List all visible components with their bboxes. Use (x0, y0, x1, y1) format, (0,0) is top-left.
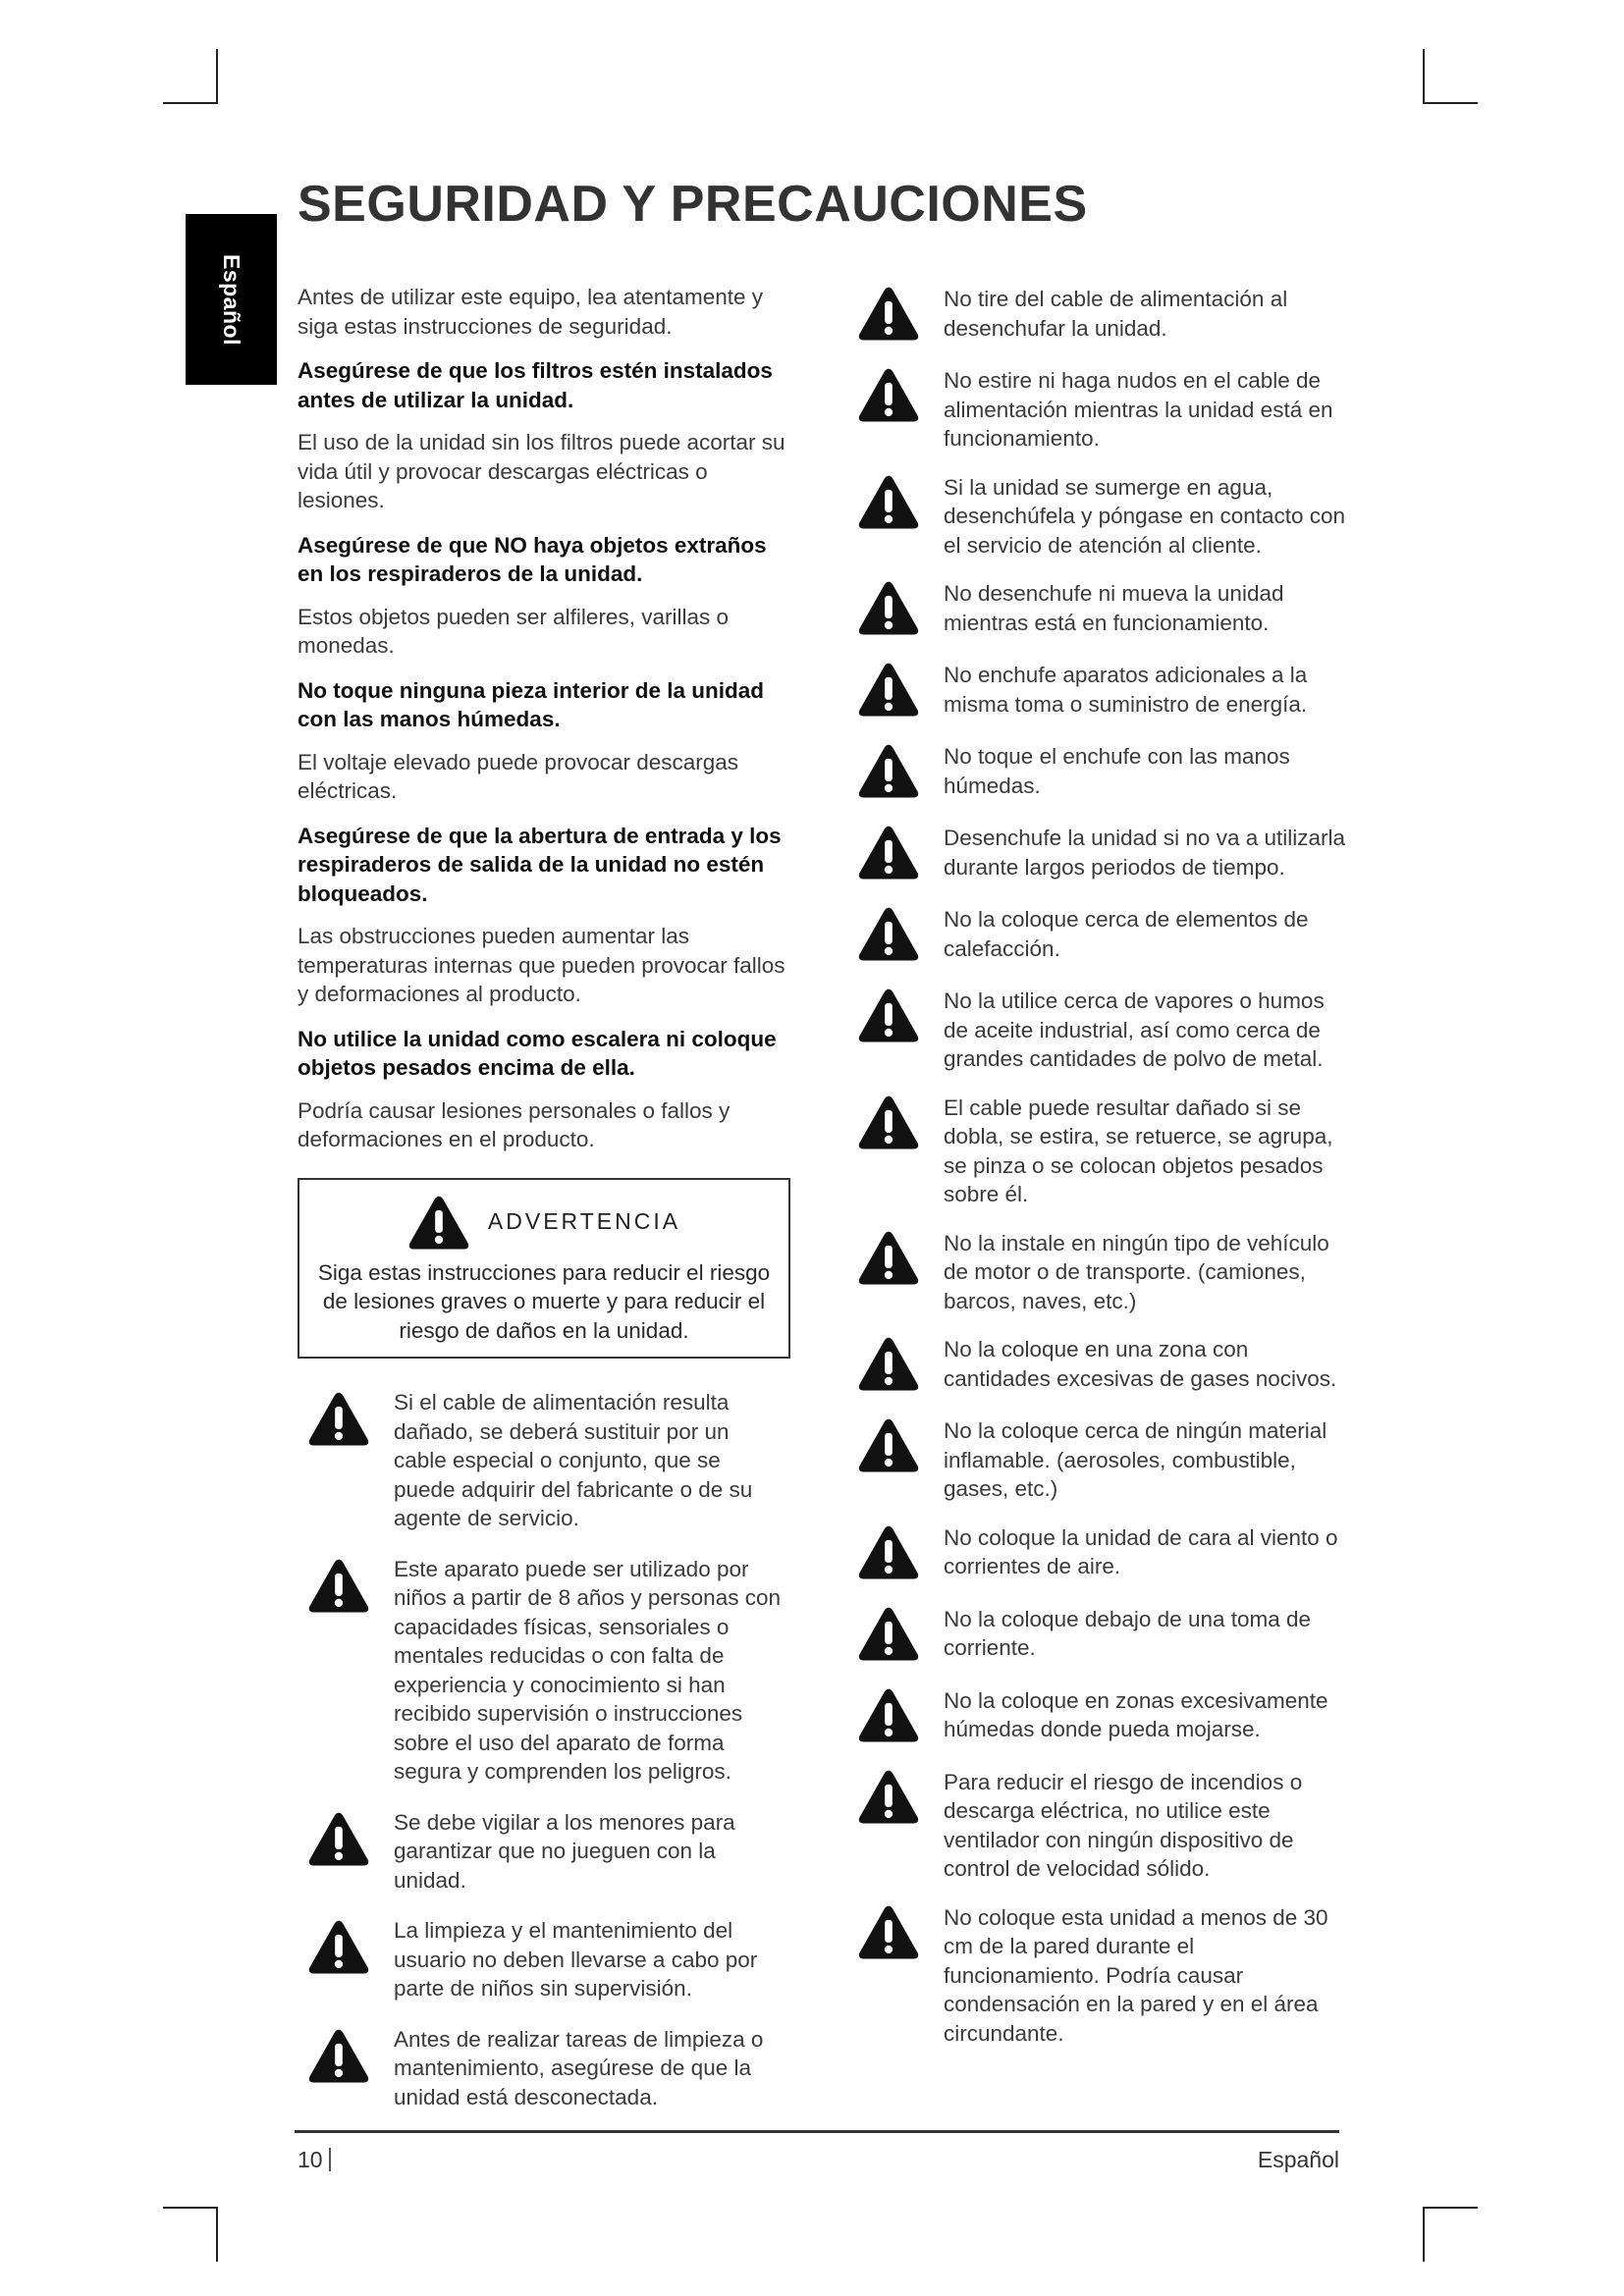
crop-mark-top-right-v (1423, 49, 1425, 104)
crop-mark-bottom-left-v (216, 2207, 218, 2262)
warning-triangle-icon (857, 905, 920, 967)
warning-item (307, 2025, 788, 2112)
safety-paragraph: El voltaje elevado puede provocar descargas eléctricas. (298, 749, 739, 803)
warning-item (857, 742, 1353, 804)
warning-item-text: No toque el enchufe con las manos húmedas. (944, 744, 1290, 798)
warning-item-text: No la instale en ningún tipo de vehículo de motor o de transporte. (camiones, barcos, naves, etc.) (944, 1230, 1329, 1313)
warning-item-text: No la coloque debajo de una toma de corriente. (944, 1606, 1312, 1660)
warning-item (857, 661, 1353, 722)
safety-paragraph: Podría causar lesiones personales o fallos y deformaciones en el producto. (298, 1097, 731, 1151)
safety-heading: No utilice la unidad como escalera ni coloque objetos pesados encima de ella. (298, 1026, 777, 1080)
warning-item-text: Este aparato puede ser utilizado por niños a partir de 8 años y personas con capacidades físicas, sensoriales o mentales reducidas o con falta de experiencia y conocimiento si han recibido supervisión o instrucciones sobre el uso del aparato de forma segura y comprenden los peligros. (394, 1556, 781, 1784)
warning-item-text: No enchufe aparatos adicionales a la misma toma o suministro de energía. (944, 663, 1308, 717)
left-column (298, 283, 788, 2133)
warning-item-text: La limpieza y el mantenimiento del usuario no deben llevarse a cabo por parte de niños sin supervisión. (394, 1918, 758, 2001)
warning-header (311, 1194, 777, 1251)
warning-item (307, 1555, 788, 1787)
warning-item (857, 1768, 1353, 1884)
crop-mark-bottom-left-h (163, 2207, 218, 2209)
crop-mark-top-right-h (1423, 102, 1478, 104)
warning-item (857, 1903, 1353, 2049)
safety-paragraph: Antes de utilizar este equipo, lea atentamente y siga estas instrucciones de seguridad. (298, 285, 764, 339)
intro-paragraphs (298, 283, 788, 1154)
warning-triangle-icon (857, 1229, 920, 1291)
warning-triangle-icon (857, 285, 920, 347)
warning-item-text: No estire ni haga nudos en el cable de alimentación mientras la unidad está en funcionamiento. (944, 368, 1333, 451)
warning-item-text: El cable puede resultar dañado si se dobla, se estira, se retuerce, se agrupa, se pinza o se colocan objetos pesados sobre él. (944, 1095, 1333, 1206)
warning-triangle-icon (307, 1810, 370, 1872)
warning-item (857, 1523, 1353, 1585)
warning-item (857, 1605, 1353, 1667)
warning-item-text: Para reducir el riesgo de incendios o descarga eléctrica, no utilice este ventilador con ningún dispositivo de control de velocidad sólido. (944, 1769, 1303, 1881)
warning-item (857, 1229, 1353, 1316)
crop-mark-top-left-h (163, 102, 218, 104)
warning-item-text: No la coloque cerca de elementos de calefacción. (944, 907, 1309, 961)
warning-item (857, 366, 1353, 454)
warning-item-text: No la utilice cerca de vapores o humos de aceite industrial, así como cerca de grandes cantidades de polvo de metal. (944, 988, 1325, 1071)
warning-item-text: Antes de realizar tareas de limpieza o mantenimiento, asegúrese de que la unidad está desconectada. (394, 2026, 764, 2109)
warning-triangle-icon (857, 579, 920, 641)
warning-item (857, 824, 1353, 885)
warning-triangle-icon (307, 1918, 370, 1980)
page-number-divider (329, 2148, 331, 2171)
warning-item (857, 579, 1353, 641)
warning-triangle-icon (307, 1557, 370, 1619)
warning-triangle-icon (857, 1605, 920, 1667)
page-number-value: 10 (298, 2147, 323, 2172)
page-number (298, 2147, 331, 2173)
warning-item-text: Si el cable de alimentación resulta dañado, se deberá sustituir por un cable especial o conjunto, que se puede adquirir del fabricante o de su agente de servicio. (394, 1390, 753, 1530)
crop-mark-bottom-right-v (1423, 2207, 1425, 2262)
warning-item-text: No coloque la unidad de cara al viento o corrientes de aire. (944, 1524, 1338, 1578)
page-title: SEGURIDAD Y PRECAUCIONES (298, 176, 1088, 233)
safety-paragraph: El uso de la unidad sin los filtros puede acortar su vida útil y provocar descargas eléctricas o lesiones. (298, 430, 785, 512)
warning-triangle-icon (857, 1523, 920, 1585)
warning-item-text: No tire del cable de alimentación al desenchufar la unidad. (944, 287, 1288, 341)
warning-triangle-icon (857, 1903, 920, 1965)
warning-item-text: Se debe vigilar a los menores para garantizar que no jueguen con la unidad. (394, 1809, 735, 1893)
warning-item (307, 1916, 788, 2003)
warning-item (857, 1416, 1353, 1504)
warning-item-text: No la coloque cerca de ningún material inflamable. (aerosoles, combustible, gases, etc.) (944, 1418, 1327, 1501)
warning-item (857, 987, 1353, 1074)
warning-triangle-icon (857, 742, 920, 804)
warning-item (307, 1808, 788, 1896)
warning-triangle-icon (407, 1194, 470, 1251)
warning-item (857, 1686, 1353, 1748)
crop-mark-top-left-v (216, 49, 218, 104)
warning-triangle-icon (857, 473, 920, 535)
warning-item-text: Si la unidad se sumerge en agua, desenchúfela y póngase en contacto con el servicio de atención al cliente. (944, 474, 1346, 558)
warning-triangle-icon (857, 661, 920, 722)
warning-triangle-icon (857, 824, 920, 885)
left-warning-list (298, 1388, 788, 2111)
warning-triangle-icon (857, 1768, 920, 1830)
safety-paragraph: Estos objetos pueden ser alfileres, varillas o monedas. (298, 604, 729, 658)
warning-item (857, 1094, 1353, 1209)
warning-item (857, 1335, 1353, 1397)
warning-item (307, 1388, 788, 1533)
safety-heading: Asegúrese de que la abertura de entrada y los respiraderos de salida de la unidad no estén bloqueados. (298, 823, 782, 906)
footer-rule (295, 2130, 1339, 2133)
crop-mark-bottom-right-h (1423, 2207, 1478, 2209)
warning-item (857, 905, 1353, 967)
warning-item-text: No la coloque en zonas excesivamente húmedas donde pueda mojarse. (944, 1687, 1328, 1741)
language-side-tab (186, 214, 277, 385)
safety-heading: Asegúrese de que los filtros estén instalados antes de utilizar la unidad. (298, 358, 773, 412)
safety-paragraph: Las obstrucciones pueden aumentar las temperaturas internas que pueden provocar fallos y deformaciones al producto. (298, 924, 785, 1006)
warning-triangle-icon (307, 1390, 370, 1452)
warning-triangle-icon (857, 1686, 920, 1748)
warning-triangle-icon (307, 2027, 370, 2089)
warning-text: Siga estas instrucciones para reducir el riesgo de lesiones graves o muerte y para reducir el riesgo de daños en la unidad. (317, 1259, 771, 1343)
warning-item-text: No coloque esta unidad a menos de 30 cm de la pared durante el funcionamiento. Podría causar condensación en la pared y en el área circundante. (944, 1904, 1328, 2046)
language-side-tab-label: Español (219, 253, 244, 346)
warning-heading: ADVERTENCIA (487, 1208, 681, 1234)
warning-box (298, 1178, 790, 1360)
safety-heading: No toque ninguna pieza interior de la unidad con las manos húmedas. (298, 677, 765, 731)
safety-heading: Asegúrese de que NO haya objetos extraños en los respiraderos de la unidad. (298, 532, 767, 586)
warning-triangle-icon (857, 1416, 920, 1478)
right-warning-list (857, 285, 1353, 2067)
warning-triangle-icon (857, 366, 920, 428)
warning-item-text: No la coloque en una zona con cantidades excesivas de gases nocivos. (944, 1337, 1337, 1391)
warning-item-text: No desenchufe ni mueva la unidad mientras está en funcionamiento. (944, 581, 1284, 635)
warning-triangle-icon (857, 987, 920, 1048)
warning-item (857, 473, 1353, 561)
footer-language: Español (1257, 2147, 1339, 2172)
warning-triangle-icon (857, 1094, 920, 1155)
warning-triangle-icon (857, 1335, 920, 1397)
warning-item (857, 285, 1353, 347)
warning-item-text: Desenchufe la unidad si no va a utilizarla durante largos periodos de tiempo. (944, 826, 1345, 880)
